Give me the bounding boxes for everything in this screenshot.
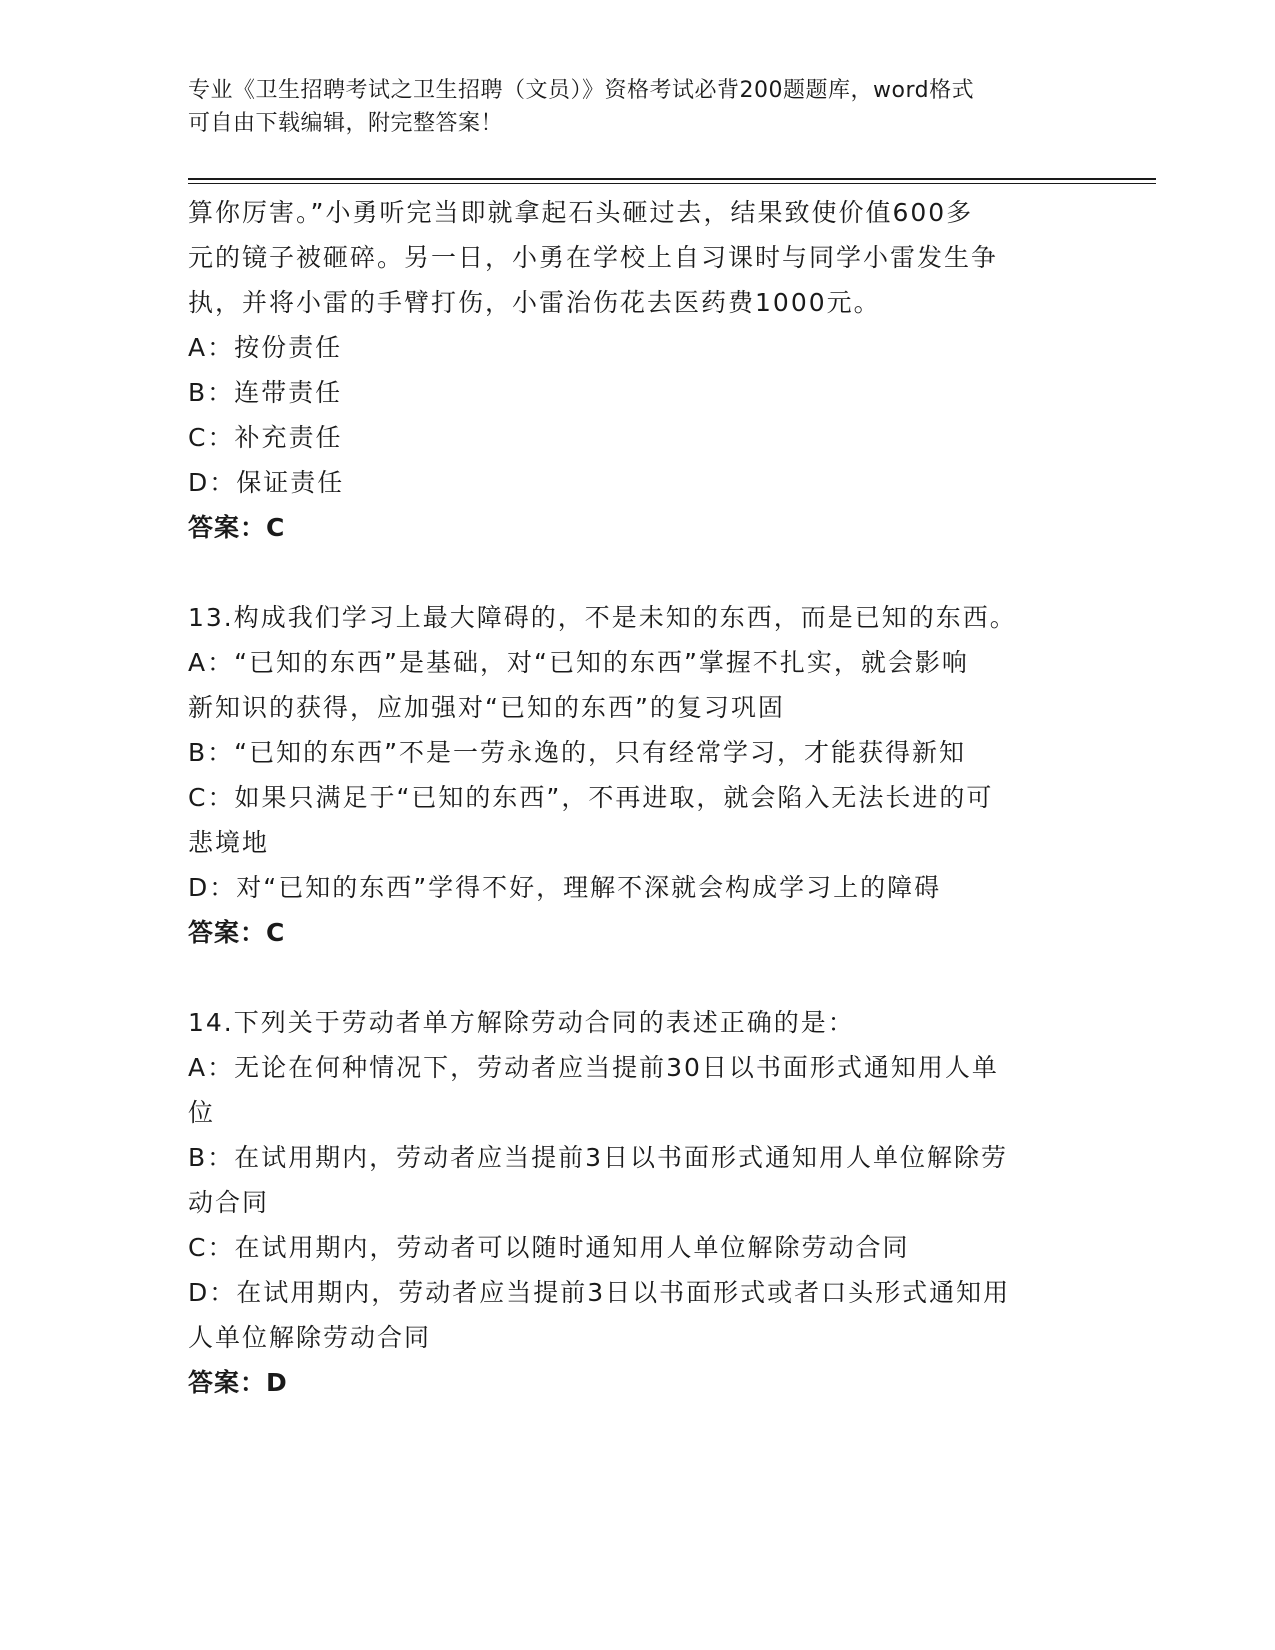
option-c: C：在试用期内，劳动者可以随时通知用人单位解除劳动合同 bbox=[188, 1233, 910, 1262]
page-header bbox=[188, 74, 1068, 140]
option-d: D：对“已知的东西”学得不好，理解不深就会构成学习上的障碍 bbox=[188, 873, 942, 902]
option-a: A：“已知的东西”是基础，对“已知的东西”掌握不扎实，就会影响 bbox=[188, 648, 969, 677]
option-c-continued: 悲境地 bbox=[188, 828, 270, 857]
header-divider-thick bbox=[188, 178, 1156, 180]
option-a: A：按份责任 bbox=[188, 333, 343, 362]
question-content bbox=[188, 190, 1078, 1405]
option-b-continued: 动合同 bbox=[188, 1188, 270, 1217]
option-d: D：在试用期内，劳动者应当提前3日以书面形式或者口头形式通知用 bbox=[188, 1278, 1011, 1307]
question-14 bbox=[188, 1000, 1078, 1405]
answer-label: 答案：C bbox=[188, 513, 286, 542]
question-stem: 14.下列关于劳动者单方解除劳动合同的表述正确的是： bbox=[188, 1008, 855, 1037]
question-stem: 13.构成我们学习上最大障碍的，不是未知的东西，而是已知的东西。 bbox=[188, 603, 1017, 632]
spacer bbox=[188, 955, 1078, 1000]
option-d-continued: 人单位解除劳动合同 bbox=[188, 1323, 432, 1352]
spacer bbox=[188, 550, 1078, 595]
option-a-continued: 新知识的获得，应加强对“已知的东西”的复习巩固 bbox=[188, 693, 785, 722]
question-text-line: 执，并将小雷的手臂打伤，小雷治伤花去医药费1000元。 bbox=[188, 288, 881, 317]
option-a: A：无论在何种情况下，劳动者应当提前30日以书面形式通知用人单 bbox=[188, 1053, 999, 1082]
question-text-line: 算你厉害。”小勇听完当即就拿起石头砸过去，结果致使价值600多 bbox=[188, 198, 974, 227]
header-line-1: 专业《卫生招聘考试之卫生招聘（文员）》资格考试必背200题题库，word格式 bbox=[188, 78, 975, 103]
header-line-2: 可自由下载编辑，附完整答案！ bbox=[188, 111, 504, 136]
option-b: B：在试用期内，劳动者应当提前3日以书面形式通知用人单位解除劳 bbox=[188, 1143, 1009, 1172]
option-b: B：“已知的东西”不是一劳永逸的，只有经常学习，才能获得新知 bbox=[188, 738, 967, 767]
header-divider-thin bbox=[188, 183, 1156, 184]
option-b: B：连带责任 bbox=[188, 378, 343, 407]
question-text-line: 元的镜子被砸碎。另一日，小勇在学校上自习课时与同学小雷发生争 bbox=[188, 243, 999, 272]
answer-label: 答案：D bbox=[188, 1368, 288, 1397]
question-13 bbox=[188, 595, 1078, 955]
option-c: C：如果只满足于“已知的东西”，不再进取，就会陷入无法长进的可 bbox=[188, 783, 994, 812]
option-d: D：保证责任 bbox=[188, 468, 345, 497]
answer-label: 答案：C bbox=[188, 918, 286, 947]
option-c: C：补充责任 bbox=[188, 423, 343, 452]
question-12 bbox=[188, 190, 1078, 550]
option-a-continued: 位 bbox=[188, 1098, 216, 1127]
